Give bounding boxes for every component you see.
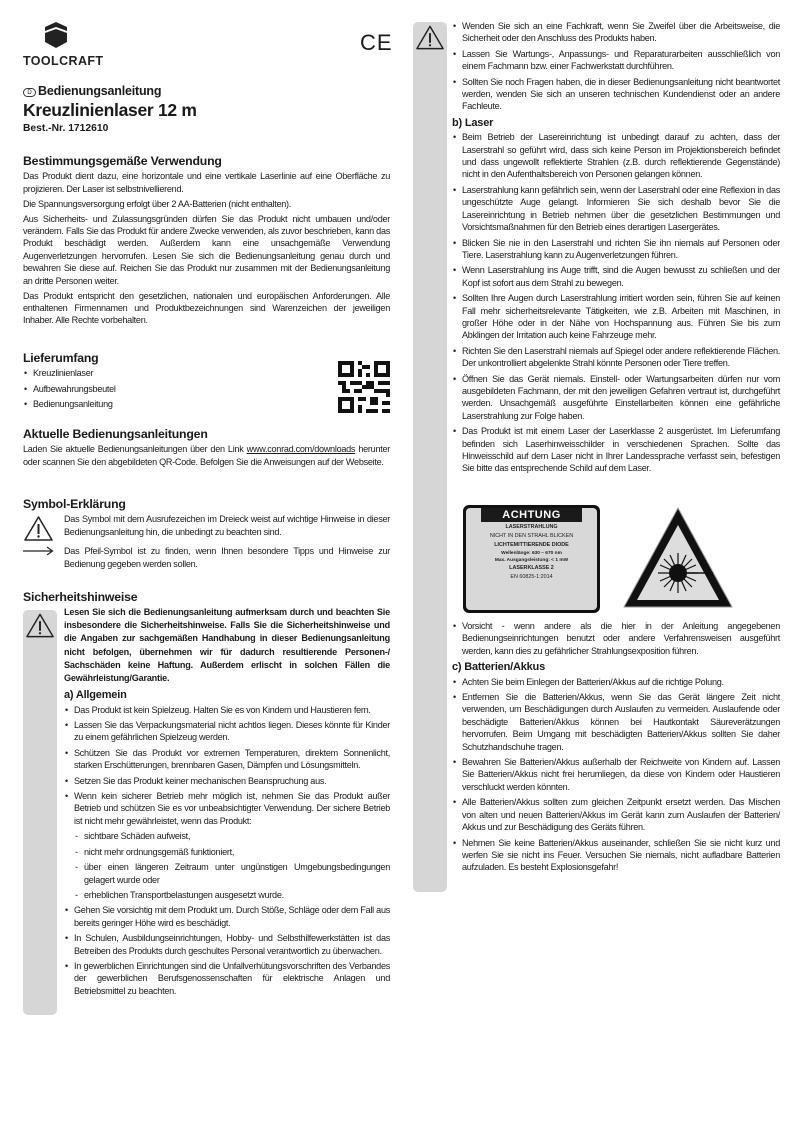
- list-item: • Setzen Sie das Produkt keiner mechanischen Beanspruchung aus.: [64, 775, 390, 787]
- list-item: • Lassen Sie Wartungs-, Anpassungs- und Reparaturarbeiten ausschließlich von einem Fachmann bzw. einer Fachwerkstatt durchführen.: [452, 48, 780, 73]
- label-line: EN 60825-1:2014: [510, 574, 553, 580]
- list-item: • Öffnen Sie das Gerät niemals. Einstell- oder Wartungsarbeiten dürfen nur vom ausgebildeten Fachmann, der mit den jeweiligen Gefahren vertraut ist, durchgeführt werden. Unsachgemäß ausgeführte Einstellarbeiten können eine gefährliche Laserstrahlung zur Folge haben.: [452, 373, 780, 423]
- logo-icon: [44, 22, 68, 48]
- list-item: • Alle Batterien/Akkus sollten zum gleichen Zeitpunkt ersetzt werden. Das Mischen von alten und neuen Batterien/Akkus im Gerät kann zum Auslaufen der Batterien/ Akkus und zur Beschädigung des Geräts führen.: [452, 796, 780, 833]
- list-item: • Bewahren Sie Batterien/Akkus außerhalb der Reichweite von Kindern auf. Lassen Sie Batterien/Akkus nicht frei herumliegen, da diese von Kindern oder Haustieren verschluckt werden könnten.: [452, 756, 780, 793]
- sub-list-item: - erheblichen Transportbelastungen ausgesetzt wurde.: [64, 889, 390, 901]
- paragraph: Die Spannungsversorgung erfolgt über 2 AA-Batterien (nicht enthalten).: [23, 198, 292, 209]
- safety-continued: [452, 20, 780, 478]
- safety-heading: Sicherheitshinweise: [23, 590, 138, 604]
- list-item: • Vorsicht - wenn andere als die hier in der Anleitung angegebenen Bedienungseinrichtungen benutzt oder andere Verfahrensweisen ausgeführt werden, kann dies zu gefährlicher Strahlungsexposition führen.: [452, 620, 780, 657]
- list-item: • Das Produkt ist kein Spielzeug. Halten Sie es von Kindern und Haustieren fern.: [64, 704, 390, 716]
- label-line: Max. Ausgangsleistung: < 1 mW: [494, 558, 569, 563]
- list-item: • In gewerblichen Einrichtungen sind die Unfallverhütungsvorschriften des Verbandes der gewerblichen Berufsgenossenschaften für elektrische Anlagen und Betriebsmittel zu beachten.: [64, 960, 390, 997]
- list-item: • Wenn Laserstrahlung ins Auge trifft, sind die Augen bewusst zu schließen und der Kopf ist sofort aus dem Strahl zu bewegen.: [452, 264, 780, 289]
- list-item: • Gehen Sie vorsichtig mit dem Produkt um. Durch Stöße, Schläge oder dem Fall aus bereits geringer Höhe wird es beschädigt.: [64, 904, 390, 929]
- arrow-symbol-text: Das Pfeil-Symbol ist zu finden, wenn Ihnen besondere Tipps und Hinweise zur Bedienung gegeben werden sollen.: [64, 546, 390, 569]
- label-line: NICHT IN DEN STRAHL BLICKEN: [489, 533, 574, 539]
- language-marker: D: [23, 88, 36, 97]
- warning-triangle-icon: [25, 612, 55, 639]
- label-line: LASERKLASSE 2: [509, 565, 554, 571]
- scope-heading: Lieferumfang: [23, 351, 99, 365]
- list-item: • Laserstrahlung kann gefährlich sein, wenn der Laserstrahl oder eine Reflexion in das ungeschützte Auge gelangt. Informieren Sie sich deshalb bevor Sie die Lasereinrichtung in Betrieb nehmen über die gesetzlichen Bestimmungen und Vorsichtsmaßnahmen für den Betrieb eines derartigen Lasergerätes.: [452, 184, 780, 234]
- list-item: • Richten Sie den Laserstrahl niemals auf Spiegel oder andere reflektierende Flächen. Der unkontrolliert abgelenkte Strahl könnte Personen oder Tiere treffen.: [452, 345, 780, 370]
- safety-section: [64, 606, 390, 1000]
- paragraph: Aus Sicherheits- und Zulassungsgründen dürfen Sie das Produkt nicht umbauen und/oder verändern. Falls Sie das Produkt für andere Zwecke verwenden, als zuvor beschrieben, kann das Produkt beschädigt werden. Außerdem kann eine unsachgemäße Verwendung Augenverletzungen hervorrufen. Lesen Sie sich die Bedienungsanleitung genau durch und bewahren Sie diese auf. Reichen Sie das Produkt nur zusammen mit der Bedienungsanleitung an dritte Personen weiter.: [23, 213, 390, 286]
- list-item: • Nehmen Sie keine Batterien/Akkus auseinander, schließen Sie sie nicht kurz und werfen Sie sie nicht ins Feuer. Versuchen Sie niemals, nicht aufladbare Batterien aufzuladen. Es besteht Explosionsgefahr!: [452, 837, 780, 874]
- list-item: • Blicken Sie nie in den Laserstrahl und richten Sie ihn niemals auf Personen oder Tiere. Laserstrahlung kann zu Augenverletzungen führen.: [452, 237, 780, 262]
- laser-batteries-section: [452, 620, 780, 877]
- paragraph: Das Produkt dient dazu, eine horizontale und eine vertikale Laserlinie auf eine Oberfläche zu projizieren. Der Laser ist selbstnivellierend.: [23, 171, 390, 194]
- list-item: • Wenden Sie sich an eine Fachkraft, wenn Sie Zweifel über die Arbeitsweise, die Sicherheit oder den Anschluss des Produkts haben.: [452, 20, 780, 45]
- scope-section: [23, 352, 390, 414]
- list-item: • Entfernen Sie die Batterien/Akkus, wenn Sie das Gerät längere Zeit nicht verwenden, um Beschädigungen durch Auslaufen zu vermeiden. Auslaufende oder beschädigte Batterien/Akkus können bei Hautkontakt Säureverätzungen hervorrufen. Beim Umgang mit beschädigten Batterien/Akkus sollten Sie daher Schutzhandschuhe tragen.: [452, 691, 780, 753]
- manuals-section: [23, 428, 390, 471]
- doc-type: Bedienungsanleitung: [38, 84, 162, 98]
- warning-triangle-icon: [23, 515, 54, 542]
- batteries-heading: c) Batterien/Akkus: [452, 661, 545, 674]
- list-item: • Aufbewahrungsbeutel: [23, 383, 390, 395]
- list-item: • Schützen Sie das Produkt vor extremen Temperaturen, direktem Sonnenlicht, starken Erschütterungen, brennbaren Gasen, Dämpfen und Lösungsmitteln.: [64, 747, 390, 772]
- laser-warning-label: [463, 505, 600, 613]
- paragraph: Das Produkt entspricht den gesetzlichen, nationalen und europäischen Anforderungen. Alle enthaltenen Firmennamen und Produktbezeichnungen sind Warenzeichen der jeweiligen Inhaber. Alle Rechte vorbehalten.: [23, 290, 390, 326]
- label-line: LASERSTRAHLUNG: [505, 524, 558, 530]
- label-line: Wellenlänge: 630 – 670 nm: [501, 551, 562, 556]
- safety-sidebar-bar: [23, 610, 57, 1015]
- manuals-heading: Aktuelle Bedienungsanleitungen: [23, 427, 208, 441]
- brand-name: TOOLCRAFT: [23, 54, 104, 68]
- product-title: Kreuzlinienlaser 12 m: [23, 100, 197, 120]
- order-number: Best.-Nr. 1712610: [23, 123, 109, 134]
- arrow-right-icon: [23, 546, 54, 556]
- label-title: ACHTUNG: [481, 508, 582, 522]
- symbols-section: [23, 498, 390, 573]
- list-item: • Achten Sie beim Einlegen der Batterien/Akkus auf die richtige Polung.: [452, 676, 780, 688]
- sub-list-item: - über einen längeren Zeitraum unter ungünstigen Umgebungsbedingungen gelagert wurde oder: [64, 861, 390, 886]
- intended-use-section: [23, 155, 390, 329]
- manuals-text-after: herunter oder scannen Sie den abgebildeten QR-Code. Befolgen Sie die Anweisungen auf der Webseite.: [23, 444, 390, 467]
- list-item: • Sollten Sie noch Fragen haben, die in dieser Bedienungsanleitung nicht beantwortet werden, wenden Sie sich an unseren technischen Kundendienst oder an andere Fachleute.: [452, 76, 780, 113]
- warning-symbol-text: Das Symbol mit dem Ausrufezeichen im Dreieck weist auf wichtige Hinweise in dieser Bedienungsanleitung hin, die unbedingt zu beachten sind.: [64, 514, 390, 537]
- downloads-link[interactable]: www.conrad.com/downloads: [246, 444, 356, 455]
- label-line: LICHTEMITTIERENDE DIODE: [494, 542, 569, 548]
- laser-hazard-triangle-icon: [621, 505, 735, 611]
- intended-use-heading: Bestimmungsgemäße Verwendung: [23, 154, 222, 168]
- list-item: • Wenn kein sicherer Betrieb mehr möglich ist, nehmen Sie das Produkt außer Betrieb und schützen Sie es vor unbeabsichtigter Verwendung. Der sichere Betrieb ist nicht mehr gewährleistet, wenn das Produkt:: [64, 790, 390, 827]
- sub-list-item: - nicht mehr ordnungsgemäß funktioniert,: [64, 846, 390, 858]
- general-heading: a) Allgemein: [64, 689, 127, 702]
- ce-mark: CE: [360, 30, 393, 55]
- laser-heading: b) Laser: [452, 116, 494, 129]
- list-item: • In Schulen, Ausbildungseinrichtungen, Hobby- und Selbsthilfewerkstätten ist das Betreiben des Produkts durch geschultes Personal verantwortlich zu überwachen.: [64, 932, 390, 957]
- list-item: • Beim Betrieb der Lasereinrichtung ist unbedingt darauf zu achten, dass der Laserstrahl so geführt wird, dass sich keine Person im Projektionsbereich befindet und dass ungewollt reflektierte Strahlen (z.B. durch reflektierende Gegenstände) nicht in den Aufenthaltsbereich von Personen gelangen können.: [452, 131, 780, 181]
- list-item: • Das Produkt ist mit einem Laser der Laserklasse 2 ausgerüstet. Im Lieferumfang befinden sich Laserhinweisschilder in verschiedenen Sprachen. Sollte das Hinweisschild auf dem Laser nicht in Ihrer Landessprache verfasst sein, befestigen Sie bitte das entsprechende Schild auf dem Laser.: [452, 425, 780, 475]
- list-item: • Bedienungsanleitung: [23, 398, 390, 410]
- list-item: • Kreuzlinienlaser: [23, 367, 390, 379]
- safety-sidebar-bar-right: [413, 22, 447, 892]
- qr-code[interactable]: [338, 360, 390, 414]
- list-item: • Sollten Ihre Augen durch Laserstrahlung irritiert worden sein, führen Sie auf keinen Fall mehr sicherheitsrelevante Tätigkeiten, wie z.B. Arbeiten mit Maschinen, in großer Höhe oder in der Nähe von Hochspannung aus. Führen Sie bis zum Abklingen der Irritation auch keine Fahrzeuge mehr.: [452, 292, 780, 342]
- warning-triangle-icon: [415, 24, 445, 51]
- toolcraft-logo: [23, 22, 104, 68]
- manuals-text: Laden Sie aktuelle Bedienungsanleitungen über den Link: [23, 444, 247, 455]
- list-item: • Lassen Sie das Verpackungsmaterial nicht achtlos liegen. Dieses könnte für Kinder zu einem gefährlichen Spielzeug werden.: [64, 719, 390, 744]
- sub-list-item: - sichtbare Schäden aufweist,: [64, 830, 390, 842]
- symbols-heading: Symbol-Erklärung: [23, 497, 126, 511]
- safety-intro: Lesen Sie sich die Bedienungsanleitung aufmerksam durch und beachten Sie insbesondere die Sicherheitshinweise. Falls Sie die Sicherheitshinweise und die Angaben zur sachgemäßen Handhabung in dieser Bedienungsanleitung nicht befolgen, übernehmen wir für dadurch resultierende Personen-/ Sachschäden keine Haftung. Außerdem erlischt in solchen Fällen die Gewährleistung/Garantie.: [64, 607, 390, 684]
